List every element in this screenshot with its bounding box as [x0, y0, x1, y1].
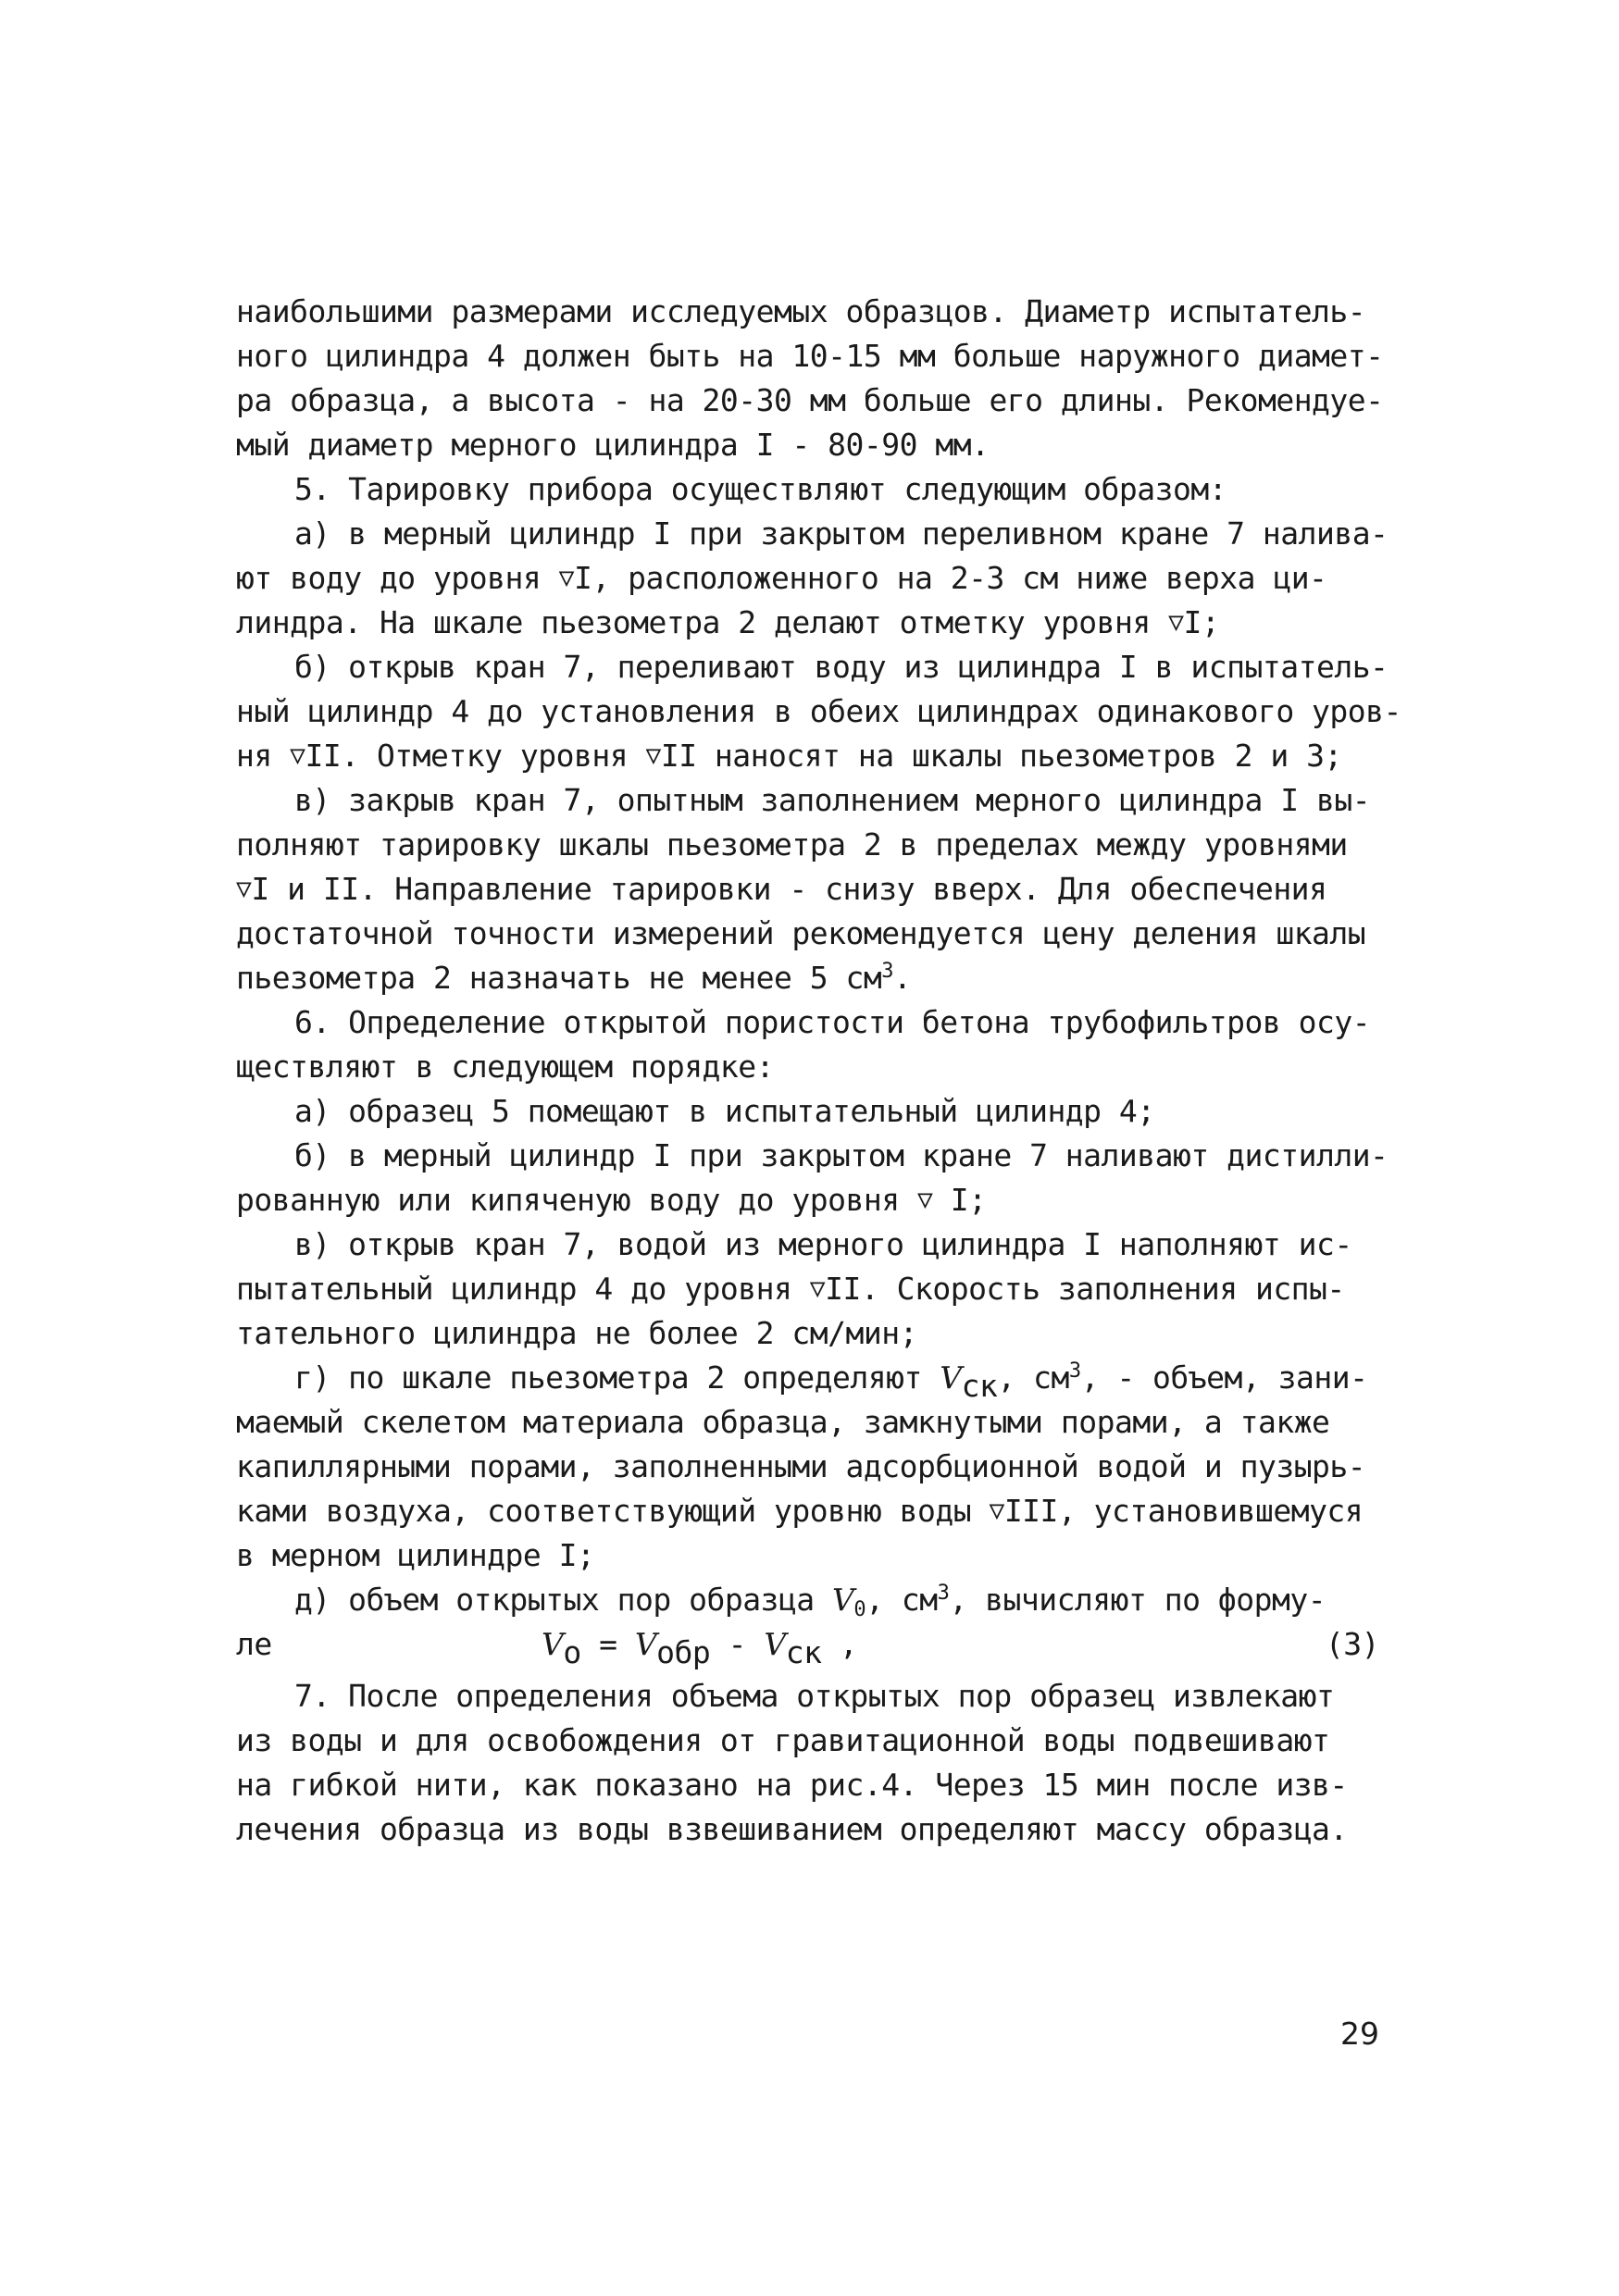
text-line: ня ▽II. Отметку уровня ▽II наносят на шкалы пьезометров 2 и 3; [236, 738, 1342, 774]
text-line: в) закрыв кран 7, опытным заполнением мерного цилиндра I вы- [294, 782, 1371, 818]
text-line: лечения образца из воды взвешиванием определяют массу образца. [236, 1811, 1348, 1847]
text-line: пытательный цилиндр 4 до уровня ▽II. Скорость заполнения испы- [236, 1271, 1345, 1307]
level-triangle-icon: ▽ [989, 1495, 1004, 1525]
text-line: ют воду до уровня ▽I, расположенного на 2-3 см ниже верха ци- [236, 560, 1327, 596]
text-line: в мерном цилиндре I; [236, 1537, 595, 1573]
level-triangle-icon: ▽ [236, 873, 252, 903]
text-line: ного цилиндра 4 должен быть на 10-15 мм больше наружного диамет- [236, 338, 1384, 374]
text-line: полняют тарировку шкалы пьезометра 2 в пределах между уровнями [236, 826, 1348, 863]
text-line: ный цилиндр 4 до установления в обеих цилиндрах одинакового уров- [236, 693, 1401, 729]
level-triangle-icon: ▽ [809, 1272, 826, 1303]
formula-open-porosity: Vо = Vобр - Vск , [542, 1626, 858, 1670]
text-line: на гибкой нити, как показано на рис.4. Через 15 мин после изв- [236, 1767, 1348, 1803]
text-line: б) в мерный цилиндр I при закрытом кране 7 наливают дистилли- [294, 1137, 1389, 1173]
level-triangle-icon: ▽ [645, 739, 661, 770]
text-line: а) в мерный цилиндр I при закрытом переливном кране 7 налива- [294, 515, 1389, 552]
level-triangle-icon: ▽ [1168, 606, 1184, 637]
text-line: ▽I и II. Направление тарировки - снизу вверх. Для обеспечения [236, 871, 1327, 907]
text-line: в) открыв кран 7, водой из мерного цилиндра I наполняют ис- [294, 1226, 1352, 1262]
equation-number: (3) [1325, 1626, 1379, 1662]
text-line: ществляют в следующем порядке: [236, 1049, 775, 1085]
paragraph-7-heading: 7. После определения объема открытых пор образец извлекают [294, 1678, 1335, 1714]
text-line: наибольшими размерами исследуемых образцов. Диаметр испытатель- [236, 293, 1366, 329]
text-line: линдра. На шкале пьезометра 2 делают отметку уровня ▽I; [236, 604, 1220, 640]
level-triangle-icon: ▽ [558, 562, 574, 592]
formula-line: ле Vо = Vобр - Vск , (3) [236, 1622, 1389, 1667]
page-number: 29 [1340, 2016, 1379, 2052]
text-line: достаточной точности измерений рекомендуется цену деления шкалы [236, 915, 1366, 951]
text-line: капиллярными порами, заполненными адсорбционной водой и пузырь- [236, 1448, 1366, 1484]
text-line: тательного цилиндра не более 2 см/мин; [236, 1315, 917, 1351]
text-line: ками воздуха, соответствующий уровню воды ▽III, установившемуся [236, 1493, 1364, 1529]
level-triangle-icon: ▽ [290, 739, 305, 770]
text-line: а) образец 5 помещают в испытательный цилиндр 4; [294, 1093, 1155, 1129]
paragraph-5-heading: 5. Тарировку прибора осуществляют следующим образом: [294, 471, 1227, 507]
text-line: из воды и для освобождения от гравитационной воды подвешивают [236, 1722, 1330, 1758]
text-line: мый диаметр мерного цилиндра I - 80-90 мм. [236, 427, 990, 463]
text-line: б) открыв кран 7, переливают воду из цилиндра I в испытатель- [294, 649, 1389, 685]
text-line: д) объем открытых пор образца V0, $см^3$, вычисляют по форму- [294, 1582, 1326, 1621]
body-text [236, 290, 1401, 1852]
text-line: г) по шкале пьезометра 2 определяют Vск, $см^3$, - объем, зани- [294, 1359, 1368, 1404]
level-triangle-icon: ▽ [916, 1184, 933, 1214]
text-line: пьезометра 2 назначать не менее 5 $см^3$. [236, 960, 912, 996]
paragraph-6-heading: 6. Определение открытой пористости бетона трубофильтров осу- [294, 1004, 1371, 1040]
text-line: маемый скелетом материала образца, замкнутыми порами, а также [236, 1404, 1330, 1440]
text-line: рованную или кипяченую воду до уровня ▽ I; [236, 1182, 987, 1218]
text-line: ра образца, а высота - на 20-30 мм больше его длины. Рекомендуе- [236, 382, 1384, 418]
